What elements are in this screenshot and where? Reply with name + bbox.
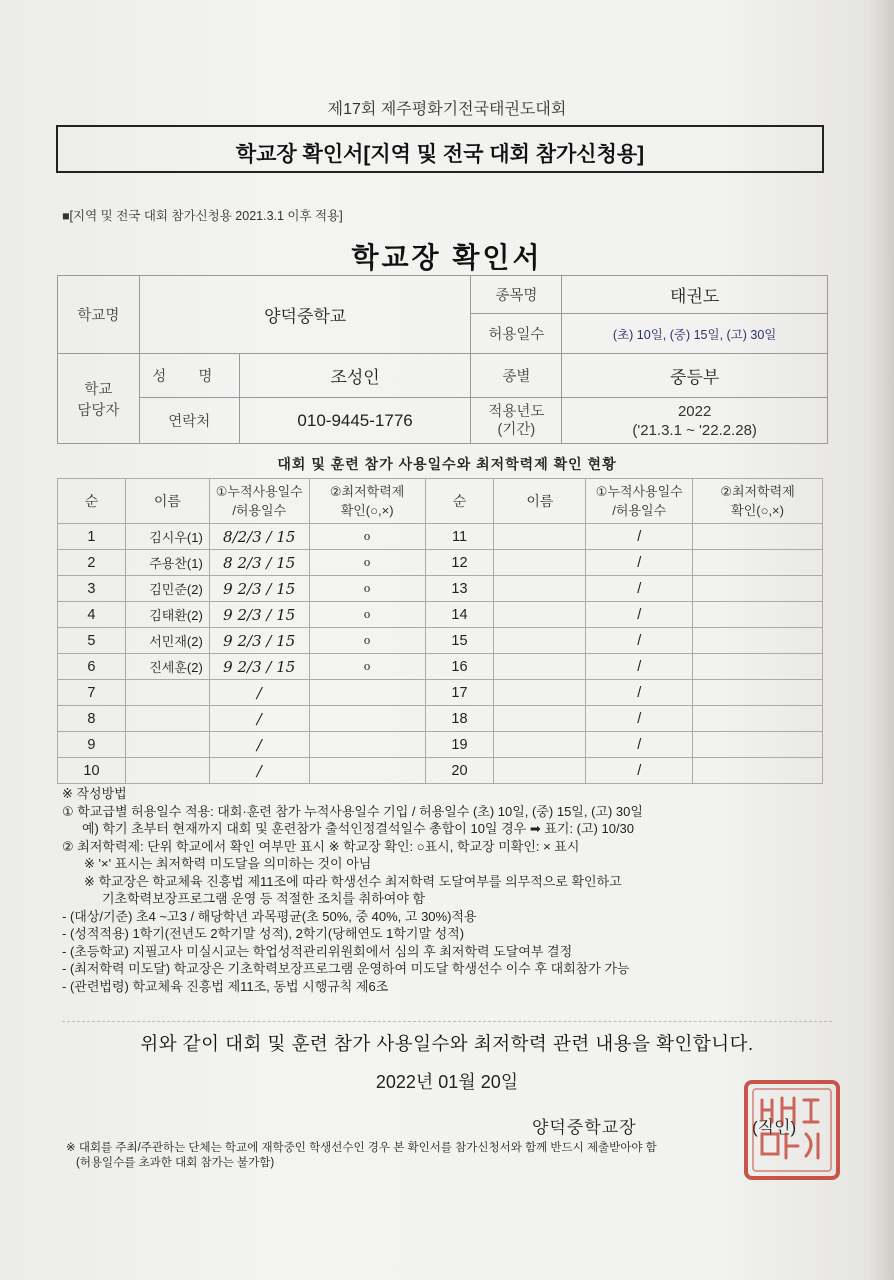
table-row <box>58 654 823 680</box>
info-table <box>57 275 828 444</box>
col-name-right: 이름 <box>494 479 586 524</box>
main-title: 학교장 확인서 <box>351 242 543 273</box>
cell-name-right <box>494 706 586 732</box>
cell-check-right <box>693 576 823 602</box>
cell-no: 3 <box>58 576 126 602</box>
note-2a: ② 최저학력제: 단위 학교에서 확인 여부만 표시 ※ 학교장 확인: ○표시, 학교장 미확인: × 표시 <box>62 838 580 854</box>
cell-check: o <box>309 654 425 680</box>
cell-check-right <box>693 524 823 550</box>
cell-name-right <box>494 654 586 680</box>
detail-4: - (최저학력 미도달) 학교장은 기초학력보장프로그램 운영하여 미도달 학생선수 이수 후 대회참가 가능 <box>62 961 630 976</box>
col-days-right: ①누적사용일수 /허용일수 <box>586 479 693 524</box>
allowed-value: (초) 10일, (중) 15일, (고) 30일 <box>562 314 828 354</box>
col-name: 이름 <box>125 479 209 524</box>
cell-no: 2 <box>58 550 126 576</box>
cell-name-right <box>494 524 586 550</box>
cell-no: 4 <box>58 602 126 628</box>
cell-no-right: 18 <box>425 706 494 732</box>
cell-check-right <box>693 654 823 680</box>
cell-check: o <box>309 628 425 654</box>
allowed-label: 허용일수 <box>471 314 562 354</box>
table-row <box>58 758 823 784</box>
cell-name: 주용찬(1) <box>125 550 209 576</box>
cell-days-right: / <box>586 524 693 550</box>
cell-name: 서민재(2) <box>125 628 209 654</box>
cell-name: 김민준(2) <box>125 576 209 602</box>
cell-check-right <box>693 628 823 654</box>
table-row <box>58 628 823 654</box>
cell-check-right <box>693 758 823 784</box>
cell-check-right <box>693 732 823 758</box>
cell-no-right: 13 <box>425 576 494 602</box>
notes-heading: ※ 작성방법 <box>62 786 127 801</box>
applies-note: ■[지역 및 전국 대회 참가신청용 2021.3.1 이후 적용] <box>62 209 343 223</box>
cell-no-right: 17 <box>425 680 494 706</box>
cell-no-right: 11 <box>425 524 494 550</box>
cell-name: 김시우(1) <box>125 524 209 550</box>
cell-check: o <box>309 576 425 602</box>
category-label: 종별 <box>471 354 562 398</box>
note-2b: ※ '×' 표시는 최저학력 미도달을 의미하는 것이 아님 <box>84 856 372 871</box>
note-1a: ① 학교급별 허용일수 적용: 대회·훈련 참가 누적사용일수 기입 / 허용일수 (초) 10일, (중) 15일, (고) 30일 <box>62 803 643 819</box>
principal-name: 양덕중학교장 <box>532 1118 637 1137</box>
cell-no-right: 15 <box>425 628 494 654</box>
col-days: ①누적사용일수 /허용일수 <box>209 479 309 524</box>
cell-days-right: / <box>586 576 693 602</box>
col-no: 순 <box>58 479 126 524</box>
status-title: 대회 및 훈련 참가 사용일수와 최저학력제 확인 현황 <box>277 456 617 472</box>
cell-no: 9 <box>58 732 126 758</box>
cell-days-right: / <box>586 628 693 654</box>
cell-days: / <box>209 680 309 706</box>
cell-days-right: / <box>586 758 693 784</box>
school-value: 양덕중학교 <box>139 276 471 354</box>
cell-no-right: 14 <box>425 602 494 628</box>
cell-check: o <box>309 602 425 628</box>
cell-name <box>125 680 209 706</box>
year-value: 2022 ('21.3.1 ~ '22.2.28) <box>562 398 828 444</box>
athlete-table <box>57 478 823 784</box>
event-title: 제17회 제주평화기전국태권도대회 <box>327 101 567 118</box>
cell-no-right: 12 <box>425 550 494 576</box>
category-value: 중등부 <box>562 354 828 398</box>
event-label: 종목명 <box>471 276 562 314</box>
cell-no: 7 <box>58 680 126 706</box>
cell-days-right: / <box>586 550 693 576</box>
cell-check: o <box>309 524 425 550</box>
cell-no-right: 20 <box>425 758 494 784</box>
cell-no-right: 19 <box>425 732 494 758</box>
cell-no: 10 <box>58 758 126 784</box>
cell-check-right <box>693 706 823 732</box>
name-label: 성 명 <box>139 354 239 398</box>
year-label: 적용년도 (기간) <box>471 398 562 444</box>
note-2c: ※ 학교장은 학교체육 진흥법 제11조에 따라 학생선수 최저학력 도달여부를 의무적으로 확인하고 <box>84 873 622 889</box>
cell-days: 9 2/3 / 15 <box>209 628 309 654</box>
table-row <box>58 524 823 550</box>
cell-name-right <box>494 550 586 576</box>
instructions <box>62 785 832 995</box>
cell-days: 9 2/3 / 15 <box>209 576 309 602</box>
cell-days: / <box>209 706 309 732</box>
cell-days: / <box>209 758 309 784</box>
table-row <box>58 706 823 732</box>
detail-1: - (대상/기준) 초4 ~고3 / 해당학년 과목평균(초 50%, 중 40%, 고 30%)적용 <box>62 908 477 924</box>
issue-date: 2022년 01월 20일 <box>375 1072 519 1092</box>
table-row <box>58 550 823 576</box>
cell-days: 9 2/3 / 15 <box>209 602 309 628</box>
footnote <box>66 1141 826 1171</box>
confirm-text: 위와 같이 대회 및 훈련 참가 사용일수와 최저학력 관련 내용을 확인합니다. <box>140 1033 754 1054</box>
cell-no: 8 <box>58 706 126 732</box>
cell-check-right <box>693 680 823 706</box>
cell-check-right <box>693 550 823 576</box>
cell-days-right: / <box>586 654 693 680</box>
event-value: 태권도 <box>562 276 828 314</box>
note-1b: 예) 학기 초부터 현재까지 대회 및 훈련참가 출석인정결석일수 총합이 10일 경우 ➡ 표기: (고) 10/30 <box>82 821 635 836</box>
cell-name-right <box>494 732 586 758</box>
divider <box>62 1021 832 1022</box>
cell-days-right: / <box>586 706 693 732</box>
cell-name-right <box>494 576 586 602</box>
detail-3: - (초등학교) 지필고사 미실시교는 학업성적관리위원회에서 심의 후 최저학력 도달여부 결정 <box>62 943 573 959</box>
cell-name: 진세훈(2) <box>125 654 209 680</box>
cell-days-right: / <box>586 732 693 758</box>
cell-days: / <box>209 732 309 758</box>
cell-check <box>309 732 425 758</box>
cell-name <box>125 758 209 784</box>
teacher-label: 학교 담당자 <box>58 354 140 444</box>
cell-check <box>309 706 425 732</box>
col-check: ②최저학력제 확인(○,×) <box>309 479 425 524</box>
col-no-right: 순 <box>425 479 494 524</box>
table-row <box>58 576 823 602</box>
detail-2: - (성적적용) 1학기(전년도 2학기말 성적), 2학기(당해연도 1학기말 성적) <box>62 926 465 941</box>
detail-5: - (관련법령) 학교체육 진흥법 제11조, 동법 시행규칙 제6조 <box>62 978 389 994</box>
footnote-line-1: ※ 대회를 주최/주관하는 단체는 학교에 재학중인 학생선수인 경우 본 확인서를 참가신청서와 함께 반드시 제출받아야 함 <box>66 1142 657 1154</box>
name-value: 조성인 <box>239 354 471 398</box>
school-label: 학교명 <box>58 276 140 354</box>
cell-name-right <box>494 602 586 628</box>
cell-check-right <box>693 602 823 628</box>
note-2d: 기초학력보장프로그램 운영 등 적절한 조치를 취하여야 함 <box>102 891 426 906</box>
table-row <box>58 602 823 628</box>
cell-days-right: / <box>586 602 693 628</box>
cell-name <box>125 732 209 758</box>
cell-check <box>309 758 425 784</box>
cell-name-right <box>494 758 586 784</box>
cell-check: o <box>309 550 425 576</box>
cell-name: 김태환(2) <box>125 602 209 628</box>
cell-no-right: 16 <box>425 654 494 680</box>
footnote-line-2: (허용일수를 초과한 대회 참가는 불가함) <box>76 1157 275 1169</box>
table-row <box>58 732 823 758</box>
col-check-right: ②최저학력제 확인(○,×) <box>693 479 823 524</box>
contact-label: 연락처 <box>139 398 239 444</box>
cell-no: 6 <box>58 654 126 680</box>
cell-name-right <box>494 680 586 706</box>
cell-no: 1 <box>58 524 126 550</box>
form-title: 학교장 확인서[지역 및 전국 대회 참가신청용] <box>235 143 645 166</box>
cell-days: 8 2/3 / 15 <box>209 550 309 576</box>
cell-no: 5 <box>58 628 126 654</box>
cell-check <box>309 680 425 706</box>
cell-days-right: / <box>586 680 693 706</box>
cell-days: 8/2/3 / 15 <box>209 524 309 550</box>
cell-name-right <box>494 628 586 654</box>
contact-value: 010-9445-1776 <box>239 398 471 444</box>
table-row <box>58 680 823 706</box>
cell-name <box>125 706 209 732</box>
official-seal-label: (직인) <box>752 1118 797 1137</box>
cell-days: 9 2/3 / 15 <box>209 654 309 680</box>
